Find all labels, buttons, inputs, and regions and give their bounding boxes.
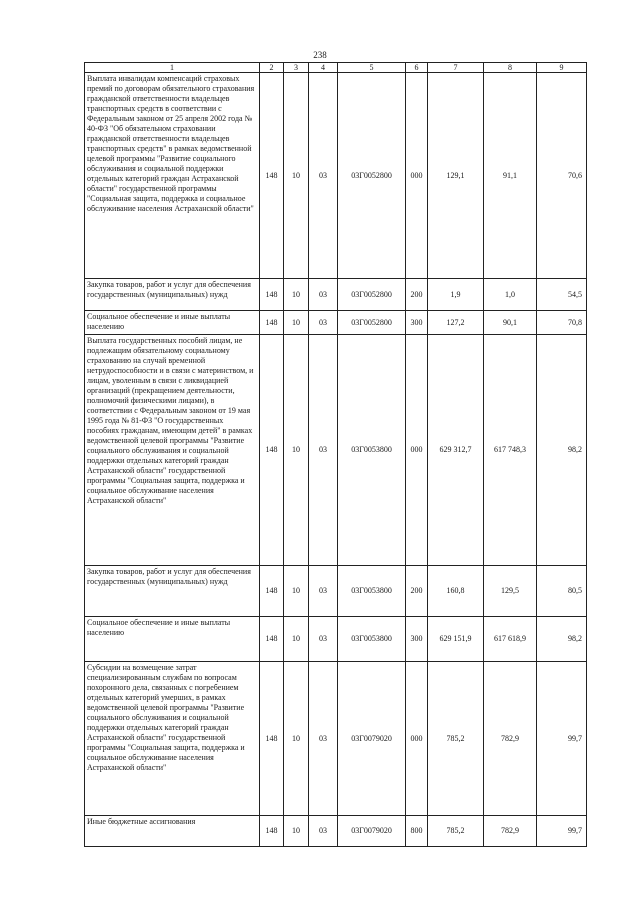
row-name-cell [85,311,260,335]
table-cell: 03 [309,566,338,617]
table-cell: 10 [284,662,309,816]
table-cell: 03 [309,816,338,847]
table-cell: 54,5 [537,279,587,311]
table-cell: 200 [406,279,428,311]
table-cell: 03Г0053800 [338,335,406,566]
table-cell: 148 [260,335,284,566]
header-cell: 9 [537,63,587,73]
table-row [85,73,587,279]
row-name-cell [85,335,260,566]
table-cell: 91,1 [484,73,537,279]
table-cell: 10 [284,73,309,279]
table-cell: 148 [260,617,284,662]
budget-table [84,62,587,847]
table-cell: 03Г0079020 [338,662,406,816]
table-cell: 03 [309,279,338,311]
table-cell: 80,5 [537,566,587,617]
table-cell: 70,6 [537,73,587,279]
table-cell: 03 [309,73,338,279]
table-cell: 000 [406,73,428,279]
table-cell: 1,0 [484,279,537,311]
row-name-cell [85,816,260,847]
table-cell: 800 [406,816,428,847]
table-cell: 148 [260,816,284,847]
table-cell: 10 [284,279,309,311]
table-cell: 10 [284,816,309,847]
table-cell: 03 [309,662,338,816]
row-name: Закупка товаров, работ и услуг для обеспечения государственных (муниципальных) нужд [87,280,251,299]
table-cell: 03 [309,311,338,335]
table-cell: 629 151,9 [428,617,484,662]
table-cell: 148 [260,279,284,311]
header-cell: 3 [284,63,309,73]
table-cell: 10 [284,335,309,566]
row-name: Субсидии на возмещение затрат специализированным службам по вопросам похоронного дела, связанных с погребением отдельных категорий умерших, в рамках ведомственной целевой программы "Развитие социального обслуживания и социальной поддержки отдельных категорий граждан Астраханской области" государственной программы "Социальная защита, поддержка и социальное обслуживание населения Астраханской области" [87,663,245,772]
table-cell: 90,1 [484,311,537,335]
header-cell: 6 [406,63,428,73]
table-cell: 99,7 [537,662,587,816]
table-cell: 99,7 [537,816,587,847]
table-cell: 03Г0079020 [338,816,406,847]
table-cell: 200 [406,566,428,617]
header-cell: 7 [428,63,484,73]
header-cell: 5 [338,63,406,73]
header-cell: 2 [260,63,284,73]
table-cell: 785,2 [428,816,484,847]
row-name-cell [85,617,260,662]
header-cell: 1 [85,63,260,73]
table-cell: 03 [309,335,338,566]
table-cell: 782,9 [484,662,537,816]
table-cell: 629 312,7 [428,335,484,566]
table-cell: 03Г0052800 [338,73,406,279]
header-row [85,63,587,73]
table-cell: 03Г0052800 [338,279,406,311]
table-cell: 03Г0053800 [338,617,406,662]
table-cell: 300 [406,617,428,662]
table-cell: 000 [406,335,428,566]
table-cell: 70,8 [537,311,587,335]
row-name: Закупка товаров, работ и услуг для обеспечения государственных (муниципальных) нужд [87,567,251,586]
table-cell: 98,2 [537,335,587,566]
table-cell: 03Г0053800 [338,566,406,617]
table-row [85,335,587,566]
table-cell: 127,2 [428,311,484,335]
row-name-cell [85,73,260,279]
table-cell: 617 748,3 [484,335,537,566]
table-cell: 160,8 [428,566,484,617]
table-cell: 000 [406,662,428,816]
row-name-cell [85,662,260,816]
table-cell: 129,5 [484,566,537,617]
table-cell: 148 [260,311,284,335]
table-cell: 03Г0052800 [338,311,406,335]
table-cell: 98,2 [537,617,587,662]
table-cell: 148 [260,662,284,816]
table-cell: 129,1 [428,73,484,279]
table-cell: 10 [284,566,309,617]
table-row [85,311,587,335]
table-row [85,566,587,617]
table-cell: 1,9 [428,279,484,311]
header-cell: 4 [309,63,338,73]
row-name-cell [85,279,260,311]
table-row [85,617,587,662]
row-name: Выплата государственных пособий лицам, не подлежащим обязательному социальному страхованию на случай временной нетрудоспособности и в связи с материнством, и лицам, уволенным в связи с ликвидацией организаций (прекращением деятельности, полномочий физическими лицами), в соответствии с Федеральным законом от 19 мая 1995 года № 81-ФЗ "О государственных пособиях гражданам, имеющим детей" в рамках ведомственной целевой программы "Развитие социального обслуживания и социальной поддержки отдельных категорий граждан Астраханской области" государственной программы "Социальная защита, поддержка и социальное обслуживание населения Астраханской области" [87,336,254,505]
table-cell: 617 618,9 [484,617,537,662]
table-row [85,816,587,847]
table-row [85,662,587,816]
table-cell: 300 [406,311,428,335]
header-cell: 8 [484,63,537,73]
row-name: Иные бюджетные ассигнования [87,817,196,826]
table-cell: 10 [284,311,309,335]
table-cell: 10 [284,617,309,662]
table-cell: 782,9 [484,816,537,847]
table-cell: 148 [260,566,284,617]
table-cell: 785,2 [428,662,484,816]
page-number: 238 [313,50,327,60]
table-row [85,279,587,311]
row-name: Выплата инвалидам компенсаций страховых премий по договорам обязательного страхования гражданской ответственности владельцев транспортных средств в соответствии с Федеральным законом от 25 апреля 2002 года № 40-ФЗ "Об обязательном страховании гражданской ответственности владельцев транспортных средств" в рамках ведомственной целевой программы "Развитие социального обслуживания и социальной поддержки отдельных категорий граждан Астраханской области" государственной программы "Социальная защита, поддержка и социальное обслуживание населения Астраханской области" [87,74,255,213]
table-cell: 03 [309,617,338,662]
row-name: Социальное обеспечение и иные выплаты населению [87,618,231,637]
table-cell: 148 [260,73,284,279]
row-name-cell [85,566,260,617]
row-name: Социальное обеспечение и иные выплаты населению [87,312,231,331]
